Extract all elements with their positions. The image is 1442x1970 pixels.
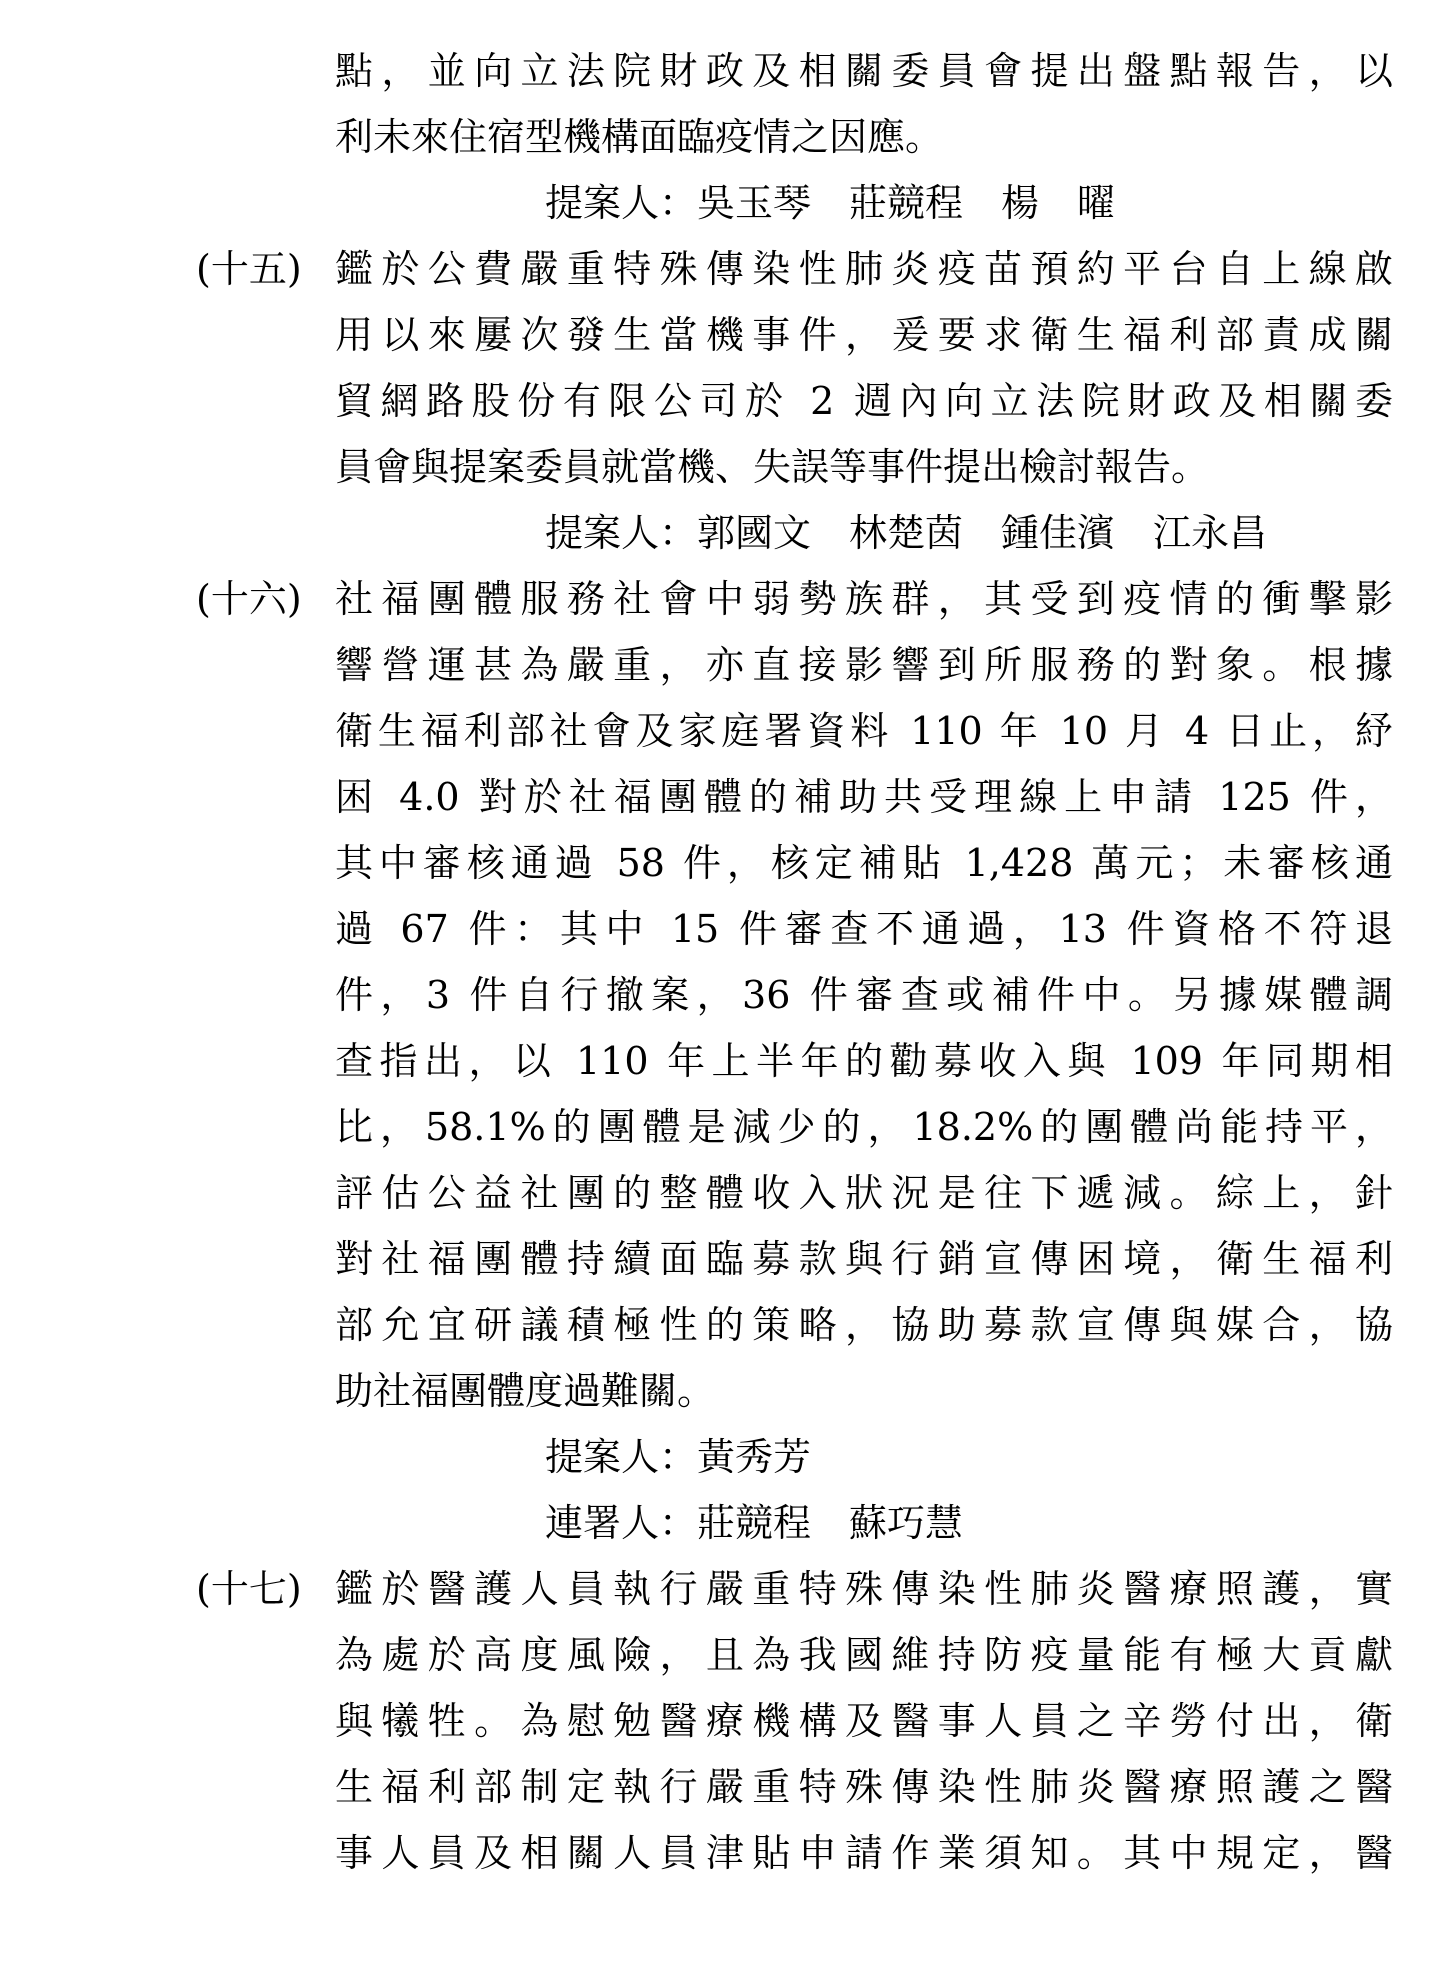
item16-line-13: 助社福團體度過難關。 [335,1369,716,1413]
item16-line-8: 查指出，以 110 年上半年的勸募收入與 109 年同期相 [335,1039,1393,1083]
intro-line-1: 點，並向立法院財政及相關委員會提出盤點報告，以 [335,49,1393,93]
item17-label: (十七) [196,1567,302,1611]
item16-line-9: 比，58.1%的團體是減少的，18.2%的團體尚能持平， [335,1105,1393,1149]
item16-line-7: 件，3 件自行撤案，36 件審查或補件中。另據媒體調 [335,973,1393,1017]
item16-line-10: 評估公益社團的整體收入狀況是往下遞減。綜上，針 [335,1171,1393,1215]
item16-line-5: 其中審核通過 58 件，核定補貼 1,428 萬元；未審核通 [335,841,1393,885]
item16-proposer: 提案人：黃秀芳 [545,1435,812,1479]
intro-proposer: 提案人：吳玉琴 莊競程 楊 曜 [545,181,1116,225]
item15-line-1: 鑑於公費嚴重特殊傳染性肺炎疫苗預約平台自上線啟 [335,247,1393,291]
item16-line-11: 對社福團體持續面臨募款與行銷宣傳困境，衛生福利 [335,1237,1393,1281]
item16-line-1: 社福團體服務社會中弱勢族群，其受到疫情的衝擊影 [335,577,1393,621]
intro-line-2: 利未來住宿型機構面臨疫情之因應。 [335,115,944,159]
item15-proposer: 提案人：郭國文 林楚茵 鍾佳濱 江永昌 [545,511,1268,555]
item15-line-2: 用以來屢次發生當機事件，爰要求衛生福利部責成關 [335,313,1393,357]
item17-line-3: 與犧牲。為慰勉醫療機構及醫事人員之辛勞付出，衛 [335,1699,1393,1743]
item15-line-4: 員會與提案委員就當機、失誤等事件提出檢討報告。 [335,445,1210,489]
item16-line-4: 困 4.0 對於社福團體的補助共受理線上申請 125 件， [335,775,1393,819]
item15-line-3: 貿網路股份有限公司於 2 週內向立法院財政及相關委 [335,379,1393,423]
item17-line-4: 生福利部制定執行嚴重特殊傳染性肺炎醫療照護之醫 [335,1765,1393,1809]
item17-line-1: 鑑於醫護人員執行嚴重特殊傳染性肺炎醫療照護，實 [335,1567,1393,1611]
item16-line-3: 衛生福利部社會及家庭署資料 110 年 10 月 4 日止，紓 [335,709,1393,753]
item16-line-12: 部允宜研議積極性的策略，協助募款宣傳與媒合，協 [335,1303,1393,1347]
item15-label: (十五) [196,247,302,291]
item16-line-6: 過 67 件：其中 15 件審查不通過，13 件資格不符退 [335,907,1393,951]
item16-label: (十六) [196,577,302,621]
item16-line-2: 響營運甚為嚴重，亦直接影響到所服務的對象。根據 [335,643,1393,687]
item16-cosigner: 連署人：莊競程 蘇巧慧 [545,1501,964,1545]
item17-line-2: 為處於高度風險，且為我國維持防疫量能有極大貢獻 [335,1633,1393,1677]
item17-line-5: 事人員及相關人員津貼申請作業須知。其中規定，醫 [335,1831,1393,1875]
